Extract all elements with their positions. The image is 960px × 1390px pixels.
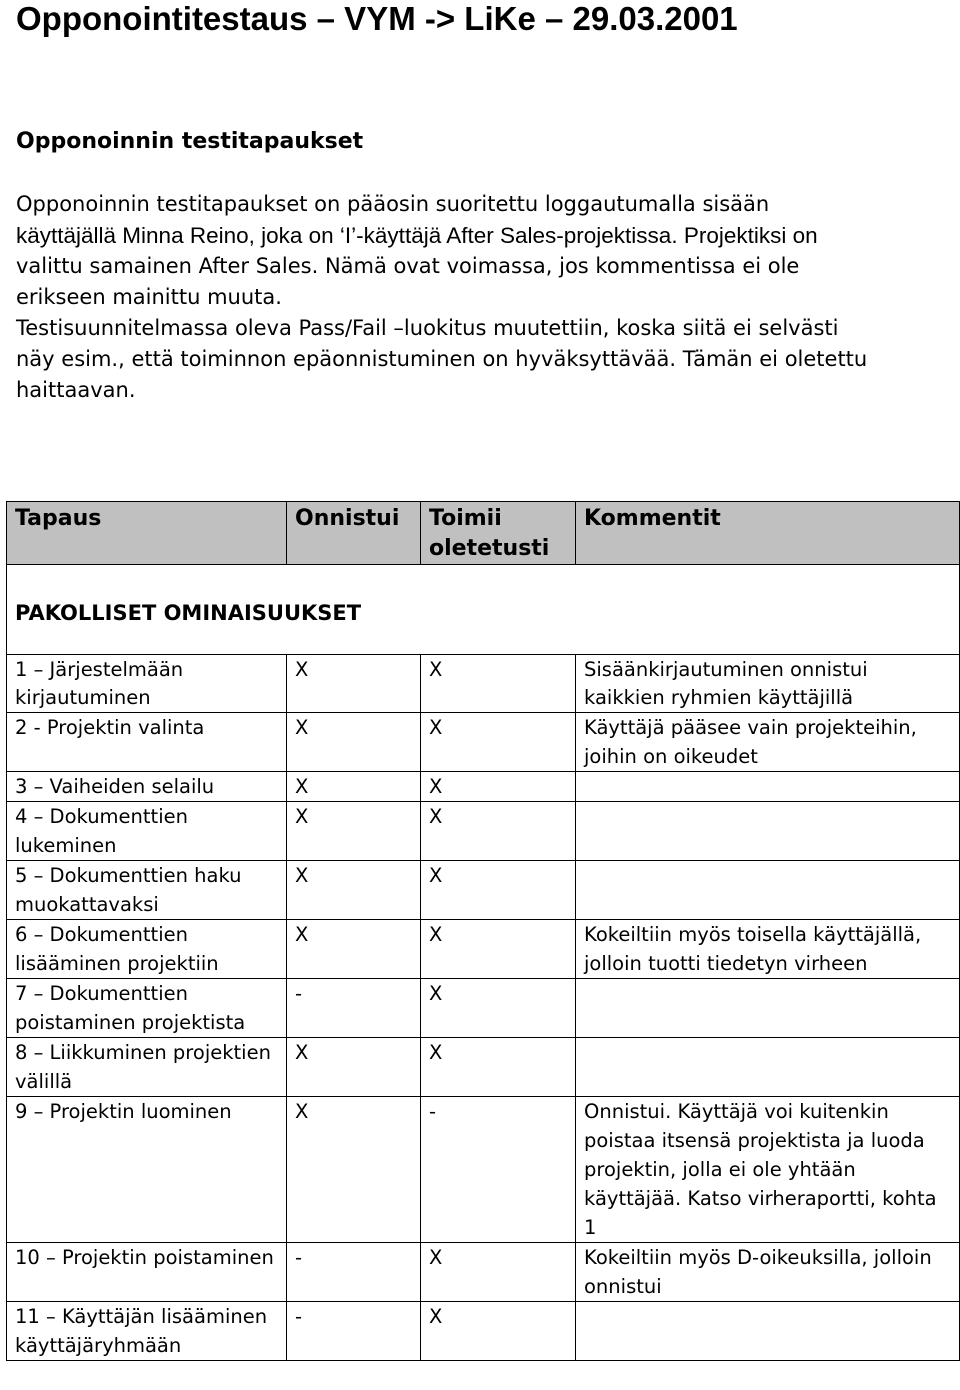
- table-row: [7, 1302, 960, 1361]
- expected-cell: X: [421, 1038, 576, 1097]
- column-header-as-expected-line2: oletetusti: [429, 536, 550, 561]
- group-row: [7, 565, 960, 655]
- success-cell: X: [287, 920, 421, 979]
- expected-cell: X: [421, 802, 576, 861]
- case-cell: 5 – Dokumenttien haku muokattavaksi: [7, 861, 287, 920]
- success-cell: X: [287, 713, 421, 772]
- intro-line: erikseen mainittu muuta.: [16, 285, 282, 309]
- case-cell: 10 – Projektin poistaminen: [7, 1243, 287, 1302]
- expected-cell: X: [421, 979, 576, 1038]
- comment-cell: [576, 1302, 960, 1361]
- comment-cell: Käyttäjä pääsee vain projekteihin, joihin on oikeudet: [576, 713, 960, 772]
- intro-line: Testisuunnitelmassa oleva Pass/Fail –luokitus muutettiin, koska siitä ei selvästi: [16, 316, 839, 340]
- test-case-table: [6, 501, 960, 1361]
- table-row: [7, 655, 960, 713]
- table-row: [7, 861, 960, 920]
- comment-cell: [576, 772, 960, 802]
- expected-cell: X: [421, 655, 576, 713]
- success-cell: X: [287, 655, 421, 713]
- table-row: [7, 1097, 960, 1243]
- success-cell: -: [287, 979, 421, 1038]
- success-cell: X: [287, 861, 421, 920]
- table-row: [7, 1038, 960, 1097]
- column-header-as-expected-line1: Toimii: [429, 506, 502, 531]
- comment-cell: [576, 861, 960, 920]
- case-cell: 7 – Dokumenttien poistaminen projektista: [7, 979, 287, 1038]
- column-header-comments: Kommentit: [576, 502, 960, 565]
- case-cell: 1 – Järjestelmään kirjautuminen: [7, 655, 287, 713]
- success-cell: X: [287, 802, 421, 861]
- case-cell: 11 – Käyttäjän lisääminen käyttäjäryhmään: [7, 1302, 287, 1361]
- column-header-case: Tapaus: [7, 502, 287, 565]
- success-cell: X: [287, 1038, 421, 1097]
- table-header-row: [7, 502, 960, 565]
- table-row: [7, 802, 960, 861]
- intro-line: käyttäjällä Minna Reino, joka on ‘I’-käyttäjä After Sales-projektissa. Projektiksi on: [16, 223, 818, 248]
- intro-line: näy esim., että toiminnon epäonnistuminen on hyväksyttävää. Tämän ei oletettu: [16, 347, 868, 371]
- intro-line: haittaavan.: [16, 378, 136, 402]
- expected-cell: X: [421, 713, 576, 772]
- success-cell: -: [287, 1302, 421, 1361]
- case-cell: 8 – Liikkuminen projektien välillä: [7, 1038, 287, 1097]
- section-heading: Opponoinnin testitapaukset: [16, 129, 364, 154]
- table-row: [7, 772, 960, 802]
- success-cell: X: [287, 772, 421, 802]
- intro-line: valittu samainen After Sales. Nämä ovat voimassa, jos kommentissa ei ole: [16, 254, 800, 278]
- success-cell: -: [287, 1243, 421, 1302]
- column-header-success: Onnistui: [287, 502, 421, 565]
- expected-cell: -: [421, 1097, 576, 1243]
- expected-cell: X: [421, 772, 576, 802]
- group-label: PAKOLLISET OMINAISUUKSET: [7, 565, 960, 655]
- comment-cell: [576, 979, 960, 1038]
- comment-cell: Kokeiltiin myös toisella käyttäjällä, jolloin tuotti tiedetyn virheen: [576, 920, 960, 979]
- case-cell: 6 – Dokumenttien lisääminen projektiin: [7, 920, 287, 979]
- expected-cell: X: [421, 1302, 576, 1361]
- intro-paragraph: [16, 189, 867, 406]
- expected-cell: X: [421, 920, 576, 979]
- intro-line: Opponoinnin testitapaukset on pääosin suoritettu loggautumalla sisään: [16, 192, 770, 216]
- table-row: [7, 713, 960, 772]
- expected-cell: X: [421, 1243, 576, 1302]
- success-cell: X: [287, 1097, 421, 1243]
- comment-cell: [576, 1038, 960, 1097]
- comment-cell: Onnistui. Käyttäjä voi kuitenkin poistaa itsensä projektista ja luoda projektin, jolla ei ole yhtään käyttäjää. Katso virheraportti, kohta 1: [576, 1097, 960, 1243]
- comment-cell: Sisäänkirjautuminen onnistui kaikkien ryhmien käyttäjillä: [576, 655, 960, 713]
- case-cell: 9 – Projektin luominen: [7, 1097, 287, 1243]
- comment-cell: [576, 802, 960, 861]
- column-header-as-expected: [421, 502, 576, 565]
- comment-cell: Kokeiltiin myös D-oikeuksilla, jolloin onnistui: [576, 1243, 960, 1302]
- case-cell: 2 - Projektin valinta: [7, 713, 287, 772]
- case-cell: 4 – Dokumenttien lukeminen: [7, 802, 287, 861]
- case-cell: 3 – Vaiheiden selailu: [7, 772, 287, 802]
- table-row: [7, 979, 960, 1038]
- expected-cell: X: [421, 861, 576, 920]
- document-title: Opponointitestaus – VYM -> LiKe – 29.03.2001: [16, 0, 738, 37]
- table-row: [7, 920, 960, 979]
- table-row: [7, 1243, 960, 1302]
